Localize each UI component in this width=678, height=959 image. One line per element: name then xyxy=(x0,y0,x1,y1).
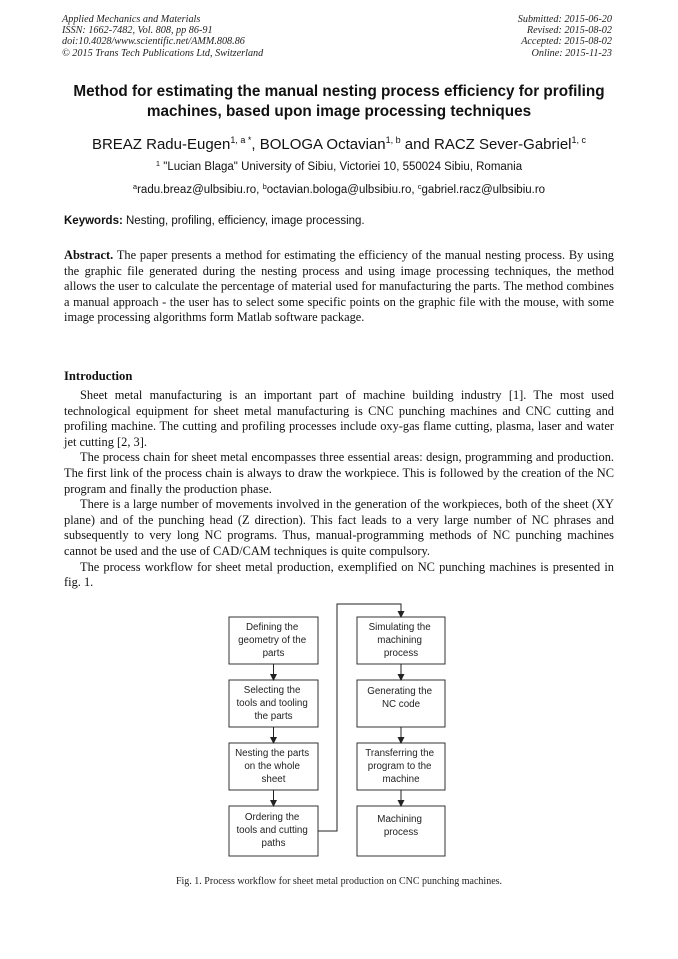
flow-label: program to the xyxy=(367,761,432,772)
flow-label: parts xyxy=(262,648,285,659)
flow-label: NC code xyxy=(381,699,421,710)
email-link[interactable]: radu.breaz@ulbsibiu.ro xyxy=(137,184,257,196)
email-link[interactable]: octavian.bologa@ulbsibiu.ro xyxy=(266,184,412,196)
email-link[interactable]: gabriel.racz@ulbsibiu.ro xyxy=(421,184,546,196)
abstract-text: The paper presents a method for estimating the efficiency of the manual nesting process. By using the graphic file generated during the nesting process and using image processing techniques, the method allows the user to calculate the percentage of material used for manufacturing the parts. The method combines a manual approach - the user has to select some specific points on the graphic file with the mouse, with some image processing algorithms form Matlab software package. xyxy=(64,248,614,325)
paper-title: Method for estimating the manual nesting process efficiency for profiling machines, based upon image processing techniques xyxy=(73,83,605,120)
flow-label: geometry of the xyxy=(238,635,307,646)
date-accepted: Accepted: 2015-08-02 xyxy=(521,36,612,48)
journal-copyright: © 2015 Trans Tech Publications Ltd, Switzerland xyxy=(62,47,264,59)
flow-label: machine xyxy=(382,774,420,785)
flow-label: tools and cutting xyxy=(236,825,308,836)
author-sup: 1, b xyxy=(385,135,401,145)
flow-label: on the whole xyxy=(244,761,300,772)
flow-label: tools and tooling xyxy=(236,698,308,709)
journal-doi[interactable]: doi:10.4028/www.scientific.net/AMM.808.86 xyxy=(62,36,245,48)
flow-label: Ordering the xyxy=(244,812,300,823)
flow-label: Selecting the xyxy=(243,685,301,696)
paragraph: Sheet metal manufacturing is an important part of machine building industry [1]. The most used technological equipment for sheet metal manufacturing is CNC punching machines and CNC cutting and profiling machine. The cutting and profiling processes include oxy-gas flame cutting, plasma, laser and water jet cutting [2, 3]. xyxy=(64,388,614,449)
flow-label: Simulating the xyxy=(368,622,431,633)
journal-issn: ISSN: 1662-7482, Vol. 808, pp 86-91 xyxy=(62,25,213,37)
email-list: $^a$radu.breaz@ulbsibiu.ro, $^b$octavian.bologa@ulbsibiu.ro, $^c$gabriel.racz@ulbsibiu.ro xyxy=(132,182,546,196)
flow-label: Defining the xyxy=(245,622,299,633)
flow-label: process xyxy=(383,827,419,838)
author-name: BOLOGA Octavian xyxy=(259,136,386,153)
flow-label: process xyxy=(383,648,419,659)
section-heading: Introduction xyxy=(64,369,133,383)
flow-label: Transferring the xyxy=(365,748,435,759)
flow-label: Machining xyxy=(377,814,422,825)
flow-label: sheet xyxy=(261,774,286,785)
flow-label: machining xyxy=(377,635,422,646)
flow-label: paths xyxy=(261,838,286,849)
author-list: BREAZ Radu-Eugen$^{1, a *}$, BOLOGA Octavian$^{1, b}$ and RACZ Sever-Gabriel$^{1, c}$ xyxy=(91,135,587,153)
figure-caption: Fig. 1. Process workflow for sheet metal production on CNC punching machines. xyxy=(175,876,503,887)
flow-label: Generating the xyxy=(367,686,433,697)
date-submitted: Submitted: 2015-06-20 xyxy=(517,14,612,25)
author-name: BREAZ Radu-Eugen xyxy=(91,136,231,153)
paragraph: The process workflow for sheet metal production, exemplified on NC punching machines is presented in fig. 1. xyxy=(64,559,614,590)
abstract-label: Abstract. xyxy=(64,248,114,262)
date-online: Online: 2015-11-23 xyxy=(531,47,612,59)
journal-name: Applied Mechanics and Materials xyxy=(62,14,201,25)
keywords-text: Nesting, profiling, efficiency, image processing. xyxy=(122,215,365,227)
paragraph: The process chain for sheet metal encompasses three essential areas: design, programming and production. The first link of the process chain is always to draw the workpiece. This is followed by the creation of the NC program and finally the production phase. xyxy=(64,450,614,496)
author-sup: 1, c xyxy=(571,135,587,145)
paragraph: There is a large number of movements involved in the generation of the workpieces, both of the sheet (XY plane) and of the punching head (Z direction). This fact leads to a very large number of NC phrases and subsequently to very long NC programs. Thus, manual-programming methods of NC punching machines cannot be used and the use of CAD/CAM techniques is quite compulsory. xyxy=(64,497,614,558)
flow-label: the parts xyxy=(254,711,293,722)
author-sup: 1, a * xyxy=(230,135,252,145)
flow-label: Nesting the parts xyxy=(235,748,310,759)
author-name: RACZ Sever-Gabriel xyxy=(433,136,572,153)
affiliation-text: "Lucian Blaga" University of Sibiu, Victoriei 10, 550024 Sibiu, Romania xyxy=(163,161,523,173)
keywords-label: Keywords: xyxy=(64,215,123,227)
affiliation-sup: 1 xyxy=(155,159,161,168)
date-revised: Revised: 2015-08-02 xyxy=(526,25,612,37)
